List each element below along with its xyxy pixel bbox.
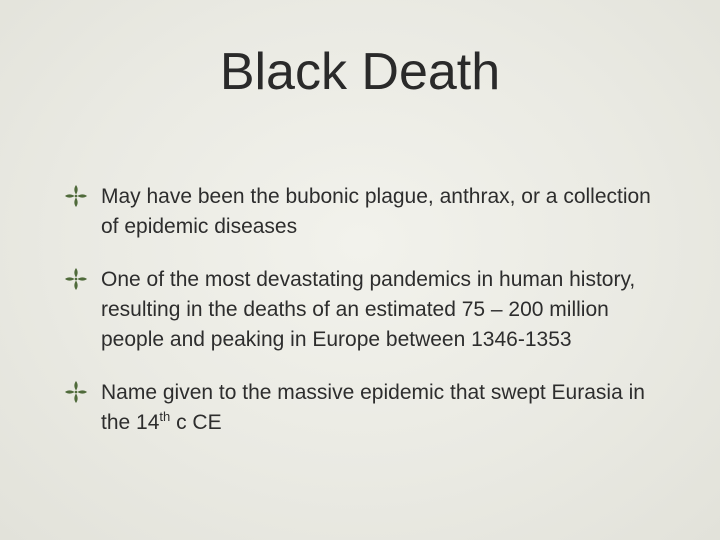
slide-title: Black Death (219, 43, 501, 101)
bullet-list (64, 182, 664, 461)
bullet-item (64, 265, 664, 355)
bullet-item (64, 182, 664, 242)
bullet-text: One of the most devastating pandemics in human history, resulting in the deaths of an estimated 75 – 200 million people and peaking in Europe between 1346-1353 (101, 268, 636, 351)
bullet-text-part: c CE (170, 411, 222, 434)
diamond-fleur-icon (64, 379, 88, 405)
bullet-item (64, 378, 664, 438)
ordinal-superscript: th (159, 409, 171, 424)
bullet-text: May have been the bubonic plague, anthrax, or a collection of epidemic diseases (101, 185, 651, 238)
diamond-fleur-icon (64, 183, 88, 209)
bullet-text-part: Name given to the massive epidemic that swept Eurasia in the 14 (101, 381, 645, 434)
diamond-fleur-icon (64, 266, 88, 292)
